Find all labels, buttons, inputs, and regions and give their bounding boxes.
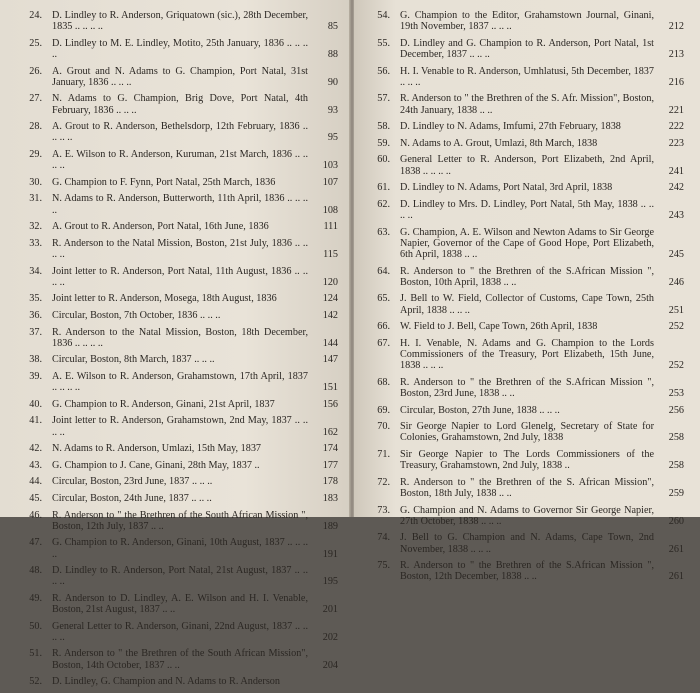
- contents-entry: [368, 321, 684, 332]
- contents-entry: [20, 537, 338, 559]
- entry-text: H. I. Venable, N. Adams and G. Champion to the Lords Commissioners of the Treasury, Port Elizabeth, 15th June, 1838 .. .. ..: [400, 337, 654, 372]
- entry-text: Circular, Boston, 27th June, 1838 .. .. ..: [400, 404, 560, 416]
- entry-text: D. Lindley to N. Adams, Port Natal, 3rd April, 1838: [400, 182, 613, 194]
- contents-entry: [20, 460, 338, 471]
- entry-number: 60.: [377, 154, 390, 166]
- entry-text: A. E. Wilson to R. Anderson, Grahamstown, 17th April, 1837 .. .. .. ..: [52, 370, 308, 394]
- entry-page-number: 259: [668, 487, 684, 499]
- entry-text: N. Adams to G. Champion, Brig Dove, Port Natal, 4th February, 1836 .. .. ..: [52, 93, 308, 116]
- entry-text: D. Lindley and G. Champion to R. Anderson, Port Natal, 1st December, 1837 .. .. ..: [400, 37, 654, 60]
- entry-number: 47.: [29, 537, 42, 549]
- entry-number: 27.: [29, 93, 42, 105]
- entry-page-number: 216: [668, 76, 684, 88]
- entry-page-number: 256: [668, 404, 684, 416]
- entry-text: G. Champion to R. Anderson, Ginani, 21st April, 1837: [52, 398, 275, 410]
- entry-text: W. Field to J. Bell, Cape Town, 26th April, 1838: [400, 321, 598, 333]
- entry-page-number: 195: [322, 576, 338, 588]
- entry-text: D. Lindley to N. Adams, Imfumi, 27th February, 1838: [400, 121, 621, 133]
- contents-entry: [20, 676, 338, 687]
- contents-entry: [368, 121, 684, 132]
- entry-number: 42.: [29, 443, 42, 455]
- contents-entry: [368, 560, 684, 582]
- entry-number: 39.: [29, 370, 42, 382]
- entry-page-number: 144: [322, 337, 338, 349]
- entry-text: Circular, Boston, 7th October, 1836 .. .. ..: [52, 309, 221, 321]
- entry-number: 67.: [377, 337, 390, 349]
- entry-page-number: 108: [322, 204, 338, 216]
- entry-page-number: 261: [668, 571, 684, 583]
- contents-entry: [20, 193, 338, 215]
- entry-number: 54.: [377, 10, 390, 21]
- entry-number: 45.: [29, 492, 42, 504]
- entry-page-number: 223: [668, 137, 684, 149]
- entry-number: 64.: [377, 265, 390, 277]
- entry-text: General Letter to R. Anderson, Port Elizabeth, 2nd April, 1838 .. .. .. ..: [400, 154, 654, 177]
- entry-number: 31.: [29, 193, 42, 205]
- contents-entry: [20, 648, 338, 670]
- entry-text: A. Grout and N. Adams to G. Champion, Port Natal, 31st January, 1836 .. .. ..: [52, 65, 308, 88]
- entry-text: G. Champion to F. Fynn, Port Natal, 25th March, 1836: [52, 176, 276, 188]
- entry-text: N. Adams to R. Anderson, Butterworth, 11th April, 1836 .. .. .. ..: [52, 193, 308, 216]
- entry-number: 46.: [29, 509, 42, 521]
- entry-page-number: 124: [322, 293, 338, 305]
- contents-entry: [368, 227, 684, 261]
- entry-number: 66.: [377, 321, 390, 333]
- entry-number: 71.: [377, 448, 390, 460]
- entry-number: 24.: [29, 10, 42, 21]
- contents-entry: [368, 477, 684, 499]
- entry-page-number: 222: [668, 121, 684, 133]
- contents-entry: [20, 310, 338, 321]
- contents-entry: [368, 338, 684, 372]
- entry-page-number: 212: [668, 21, 684, 33]
- contents-entry: [20, 66, 338, 88]
- entry-page-number: 204: [322, 659, 338, 671]
- entry-text: G. Champion to R. Anderson, Ginani, 10th August, 1837 .. .. .. ..: [52, 537, 308, 560]
- entry-page-number: 85: [327, 21, 338, 33]
- entry-text: G. Champion to J. Cane, Ginani, 28th May, 1837 ..: [52, 459, 260, 471]
- contents-entry: [368, 405, 684, 416]
- entry-text: R. Anderson to " the Brethren of the S.African Mission ", Boston, 10th April, 1838 .. ..: [400, 265, 654, 288]
- contents-entry: [20, 443, 338, 454]
- entry-page-number: 243: [668, 209, 684, 221]
- entry-page-number: 111: [323, 221, 338, 233]
- entry-number: 51.: [29, 648, 42, 660]
- entry-number: 48.: [29, 565, 42, 577]
- entry-text: Sir George Napier to The Lords Commissioners of the Treasury, Grahamstown, 2nd July, 1838 ..: [400, 448, 654, 472]
- contents-entry: [368, 377, 684, 399]
- contents-entry: [368, 182, 684, 193]
- entry-number: 63.: [377, 226, 390, 238]
- contents-entry: [20, 266, 338, 288]
- entry-page-number: 103: [322, 160, 338, 172]
- entry-page-number: 246: [668, 276, 684, 288]
- entry-number: 69.: [377, 404, 390, 416]
- entry-page-number: 156: [322, 398, 338, 410]
- entry-number: 41.: [29, 415, 42, 427]
- contents-entry: [368, 421, 684, 443]
- right-contents-list: [368, 10, 684, 588]
- entry-number: 35.: [29, 293, 42, 305]
- entry-page-number: 183: [322, 492, 338, 504]
- entry-number: 59.: [377, 137, 390, 149]
- entry-number: 50.: [29, 620, 42, 632]
- entry-number: 38.: [29, 354, 42, 366]
- entry-number: 58.: [377, 121, 390, 133]
- entry-text: R. Anderson to " the Brethren of the S. Afr. Mission", Boston, 24th January, 1838 .. ..: [400, 93, 654, 116]
- entry-page-number: 189: [322, 520, 338, 532]
- entry-text: Joint letter to R. Anderson, Port Natal, 11th August, 1836 .. .. .. ..: [52, 265, 308, 288]
- contents-entry: [368, 199, 684, 221]
- entry-text: G. Champion, A. E. Wilson and Newton Adams to Sir George Napier, Governor of the Cape of Good Hope, Port Elizabeth, 6th April, 1838 .. ..: [400, 226, 654, 260]
- entry-text: H. I. Venable to R. Anderson, Umhlatusi, 5th December, 1837 .. .. ..: [400, 65, 654, 88]
- entry-text: J. Bell to G. Champion and N. Adams, Cape Town, 2nd November, 1838 .. .. ..: [400, 532, 654, 555]
- entry-page-number: 162: [322, 426, 338, 438]
- entry-number: 73.: [377, 504, 390, 516]
- contents-entry: [20, 177, 338, 188]
- entry-page-number: 261: [668, 543, 684, 555]
- entry-number: 62.: [377, 198, 390, 210]
- entry-number: 55.: [377, 37, 390, 49]
- contents-entry: [368, 293, 684, 315]
- entry-number: 68.: [377, 376, 390, 388]
- contents-entry: [368, 449, 684, 471]
- entry-text: Circular, Boston, 8th March, 1837 .. .. ..: [52, 354, 215, 366]
- entry-number: 65.: [377, 293, 390, 305]
- entry-text: A. Grout to R. Anderson, Port Natal, 16th June, 1836: [52, 221, 269, 233]
- entry-page-number: 177: [322, 459, 338, 471]
- entry-number: 56.: [377, 65, 390, 77]
- entry-text: G. Champion to the Editor, Grahamstown Journal, Ginani, 19th November, 1837 .. .. ..: [400, 10, 654, 33]
- contents-entry: [20, 221, 338, 232]
- contents-entry: [368, 505, 684, 527]
- contents-entry: [20, 493, 338, 504]
- entry-text: Circular, Boston, 23rd June, 1837 .. .. ..: [52, 476, 213, 488]
- entry-number: 43.: [29, 459, 42, 471]
- entry-text: R. Anderson to " the Brethren of the S.African Mission ", Boston, 12th December, 1838 .. ..: [400, 560, 654, 583]
- entry-number: 72.: [377, 476, 390, 488]
- contents-entry: [368, 532, 684, 554]
- entry-number: 37.: [29, 326, 42, 338]
- contents-entry: [20, 93, 338, 115]
- contents-entry: [20, 238, 338, 260]
- entry-number: 57.: [377, 93, 390, 105]
- entry-page-number: 178: [322, 476, 338, 488]
- entry-number: 49.: [29, 592, 42, 604]
- entry-text: N. Adams to R. Anderson, Umlazi, 15th May, 1837: [52, 443, 262, 455]
- entry-number: 25.: [29, 37, 42, 49]
- entry-number: 28.: [29, 121, 42, 133]
- entry-page-number: 213: [668, 49, 684, 60]
- entry-text: G. Champion and N. Adams to Governor Sir George Napier, 27th October, 1838 .. .. ..: [400, 504, 654, 527]
- contents-entry: [20, 149, 338, 171]
- contents-entry: [368, 38, 684, 60]
- entry-text: R. Anderson to the Natal Mission, Boston, 18th December, 1836 .. .. .. ..: [52, 326, 308, 349]
- entry-page-number: 252: [668, 360, 684, 372]
- entry-page-number: 174: [322, 443, 338, 455]
- entry-page-number: 90: [327, 76, 338, 88]
- contents-entry: [368, 154, 684, 176]
- entry-page-number: 120: [322, 276, 338, 288]
- entry-text: Joint letter to R. Anderson, Mosega, 18th August, 1836: [52, 293, 277, 305]
- entry-page-number: 260: [668, 515, 684, 527]
- entry-page-number: 115: [323, 248, 338, 260]
- entry-page-number: 251: [668, 304, 684, 316]
- entry-page-number: 253: [668, 387, 684, 399]
- entry-text: R. Anderson to " the Brethren of the S. African Mission", Boston, 18th July, 1838 .. ..: [400, 476, 654, 499]
- entry-number: 26.: [29, 65, 42, 77]
- contents-entry: [20, 371, 338, 393]
- entry-page-number: 241: [668, 165, 684, 177]
- entry-page-number: 191: [322, 548, 338, 560]
- contents-entry: [368, 138, 684, 149]
- entry-page-number: 252: [668, 321, 684, 333]
- entry-page-number: 221: [668, 104, 684, 116]
- entry-number: 74.: [377, 532, 390, 544]
- entry-text: General Letter to R. Anderson, Ginani, 22nd August, 1837 .. .. .. ..: [52, 620, 308, 643]
- entry-page-number: 95: [327, 132, 338, 144]
- entry-text: Joint letter to R. Anderson, Grahamstown, 2nd May, 1837 .. .. .. ..: [52, 415, 308, 438]
- entry-page-number: 147: [322, 354, 338, 366]
- entry-number: 75.: [377, 560, 390, 572]
- entry-number: 32.: [29, 221, 42, 233]
- contents-entry: [20, 621, 338, 643]
- contents-entry: [20, 399, 338, 410]
- contents-entry: [20, 565, 338, 587]
- entry-number: 40.: [29, 398, 42, 410]
- entry-number: 29.: [29, 148, 42, 160]
- entry-text: R. Anderson to D. Lindley, A. E. Wilson and H. I. Venable, Boston, 21st August, 1837 .. ..: [52, 592, 308, 616]
- entry-text: R. Anderson to the Natal Mission, Boston, 21st July, 1836 .. .. .. ..: [52, 237, 308, 260]
- entry-text: R. Anderson to " the Brethren of the S.African Mission ", Boston, 23rd June, 1838 .. ..: [400, 376, 654, 399]
- contents-entry: [368, 266, 684, 288]
- entry-number: 61.: [377, 182, 390, 194]
- entry-page-number: 202: [322, 631, 338, 643]
- entry-page-number: 107: [322, 176, 338, 188]
- contents-entry: [20, 415, 338, 437]
- entry-text: R. Anderson to " the Brethren of the South African Mission ", Boston, 12th July, 1837 .. ..: [52, 509, 308, 532]
- entry-text: D. Lindley, G. Champion and N. Adams to R. Anderson: [52, 676, 280, 688]
- contents-entry: [20, 354, 338, 365]
- entry-number: 36.: [29, 309, 42, 321]
- entry-number: 70.: [377, 421, 390, 433]
- entry-page-number: 93: [327, 104, 338, 116]
- entry-number: 34.: [29, 265, 42, 277]
- entry-text: D. Lindley to Mrs. D. Lindley, Port Natal, 5th May, 1838 .. .. .. ..: [400, 198, 654, 221]
- contents-entry: [368, 66, 684, 88]
- entry-page-number: 88: [327, 49, 338, 60]
- entry-text: D. Lindley to M. E. Lindley, Motito, 25th January, 1836 .. .. .. ..: [52, 37, 308, 60]
- entry-text: R. Anderson to " the Brethren of the South African Mission", Boston, 14th October, 1837 .. ..: [52, 648, 308, 671]
- entry-page-number: 245: [668, 248, 684, 260]
- entry-page-number: 201: [322, 604, 338, 616]
- entry-text: A. E. Wilson to R. Anderson, Kuruman, 21st March, 1836 .. .. .. ..: [52, 148, 308, 172]
- contents-entry: [20, 121, 338, 143]
- contents-entry: [20, 593, 338, 615]
- entry-text: A. Grout to R. Anderson, Bethelsdorp, 12th February, 1836 .. .. .. ..: [52, 121, 308, 144]
- contents-entry: [20, 510, 338, 532]
- left-contents-list: [20, 10, 338, 693]
- entry-page-number: 151: [322, 382, 338, 394]
- entry-page-number: 258: [668, 460, 684, 472]
- entry-text: Sir George Napier to Lord Glenelg, Secretary of State for Colonies, Grahamstown, 2nd July, 1838: [400, 421, 654, 444]
- entry-page-number: 142: [322, 309, 338, 321]
- contents-entry: [20, 476, 338, 487]
- entry-number: 44.: [29, 476, 42, 488]
- contents-entry: [368, 93, 684, 115]
- entry-number: 33.: [29, 237, 42, 249]
- entry-text: Circular, Boston, 24th June, 1837 .. .. ..: [52, 492, 212, 504]
- right-page: [354, 0, 700, 583]
- contents-entry: [20, 38, 338, 60]
- entry-text: D. Lindley to R. Anderson, Griquatown (sic.), 28th December, 1835 .. .. .. ..: [52, 10, 308, 33]
- contents-entry: [20, 10, 338, 32]
- entry-page-number: 258: [668, 432, 684, 444]
- entry-text: D. Lindley to R. Anderson, Port Natal, 21st August, 1837 .. .. .. ..: [52, 565, 308, 588]
- entry-text: J. Bell to W. Field, Collector of Customs, Cape Town, 25th April, 1838 .. .. ..: [400, 293, 654, 316]
- entry-number: 30.: [29, 176, 42, 188]
- entry-number: 52.: [29, 676, 42, 688]
- contents-entry: [20, 293, 338, 304]
- contents-entry: [20, 327, 338, 349]
- contents-entry: [368, 10, 684, 32]
- entry-page-number: 242: [668, 182, 684, 194]
- left-page: [0, 0, 350, 688]
- entry-text: N. Adams to A. Grout, Umlazi, 8th March, 1838: [400, 137, 598, 149]
